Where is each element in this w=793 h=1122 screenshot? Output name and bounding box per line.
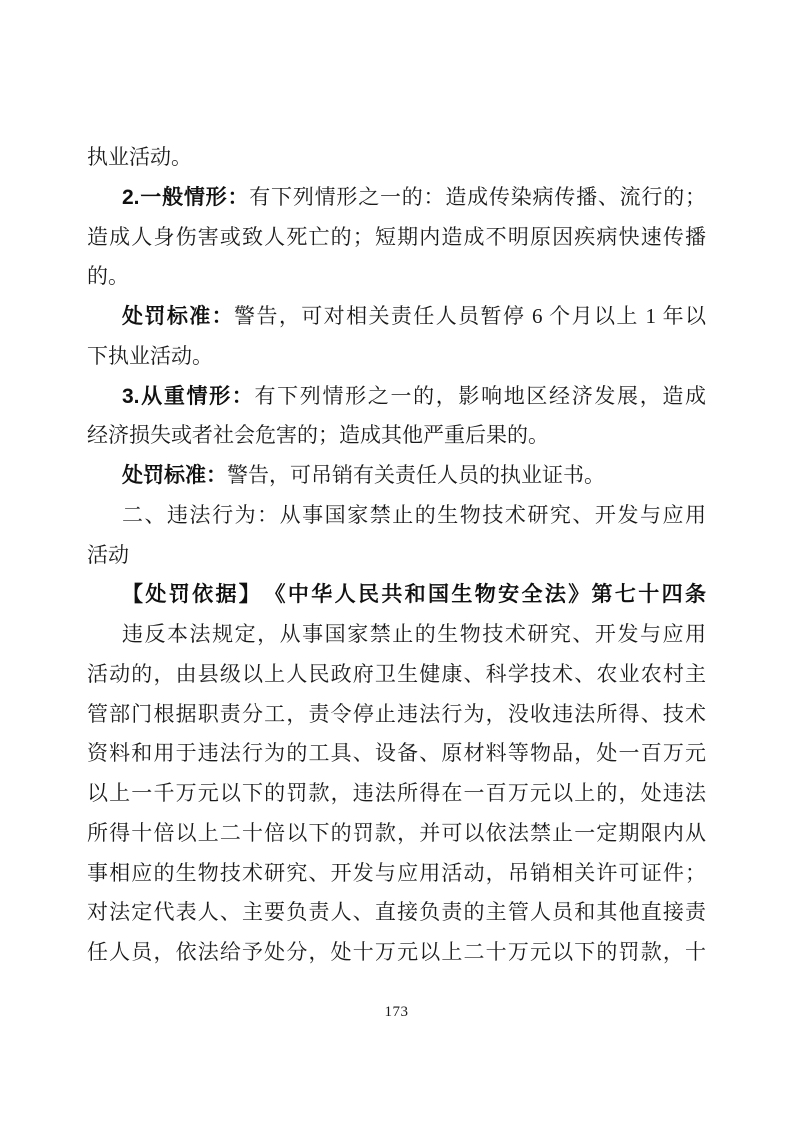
text-segment: 经济损失或者社会危害的；造成其他严重后果的。 xyxy=(87,423,549,448)
text-line xyxy=(87,615,706,655)
text-segment: 活动的，由县级以上人民政府卫生健康、科学技术、农业农村主 xyxy=(87,661,706,686)
text-line xyxy=(87,297,706,337)
page-number: 173 xyxy=(384,1004,409,1020)
text-segment: 所得十倍以上二十倍以下的罚款，并可以依法禁止一定期限内从 xyxy=(87,820,706,845)
text-line xyxy=(87,655,706,695)
text-segment: 有下列情形之一的，影响地区经济发展，造成 xyxy=(254,383,706,408)
document-body xyxy=(87,138,706,973)
text-segment: 活动 xyxy=(87,542,129,567)
text-line xyxy=(87,933,706,973)
text-segment: 处罚标准： xyxy=(122,464,227,487)
text-segment: 的。 xyxy=(87,264,129,289)
text-line xyxy=(87,695,706,735)
text-segment: 3.从重情形： xyxy=(122,384,255,408)
text-segment: 事相应的生物技术研究、开发与应用活动，吊销相关许可证件； xyxy=(87,860,706,885)
text-line xyxy=(87,456,706,496)
text-line xyxy=(87,178,706,218)
text-segment: 警告，可吊销有关责任人员的执业证书。 xyxy=(227,463,605,487)
text-line xyxy=(87,496,706,536)
text-line xyxy=(87,377,706,417)
text-segment: 违反本法规定，从事国家禁止的生物技术研究、开发与应用 xyxy=(122,622,706,646)
text-segment: 下执业活动。 xyxy=(87,343,213,368)
text-segment: 以上一千万元以下的罚款，违法所得在一百万元以上的，处违法 xyxy=(87,781,706,805)
page-footer xyxy=(0,1000,793,1024)
text-segment: 资料和用于违法行为的工具、设备、原材料等物品，处一百万元 xyxy=(87,741,706,766)
text-segment: 任人员，依法给予处分，处十万元以上二十万元以下的罚款，十 xyxy=(87,940,706,964)
text-segment: 造成人身伤害或致人死亡的；短期内造成不明原因疾病快速传播 xyxy=(87,224,706,249)
text-segment: 二、违法行为：从事国家禁止的生物技术研究、开发与应用 xyxy=(122,502,706,527)
text-segment: 处罚标准： xyxy=(122,305,235,328)
text-line xyxy=(87,257,706,297)
text-line xyxy=(87,536,706,576)
text-line xyxy=(87,854,706,894)
text-segment: 2.一般情形： xyxy=(122,185,250,209)
text-segment: 有下列情形之一的：造成传染病传播、流行的； xyxy=(249,184,706,209)
text-line xyxy=(87,893,706,933)
text-segment: 管部门根据职责分工，责令停止违法行为，没收违法所得、技术 xyxy=(87,701,706,726)
text-segment: 执业活动。 xyxy=(87,145,192,169)
text-line xyxy=(87,734,706,774)
text-segment: 警告，可对相关责任人员暂停 6 个月以上 1 年以 xyxy=(234,304,706,328)
text-line xyxy=(87,337,706,377)
text-line xyxy=(87,575,706,615)
text-line xyxy=(87,774,706,814)
text-line xyxy=(87,416,706,456)
text-line xyxy=(87,138,706,178)
text-segment: 【处罚依据】 《中华人民共和国生物安全法》第七十四条 xyxy=(122,583,706,607)
text-segment: 对法定代表人、主要负责人、直接负责的主管人员和其他直接责 xyxy=(87,900,706,925)
text-line xyxy=(87,218,706,258)
text-line xyxy=(87,814,706,854)
